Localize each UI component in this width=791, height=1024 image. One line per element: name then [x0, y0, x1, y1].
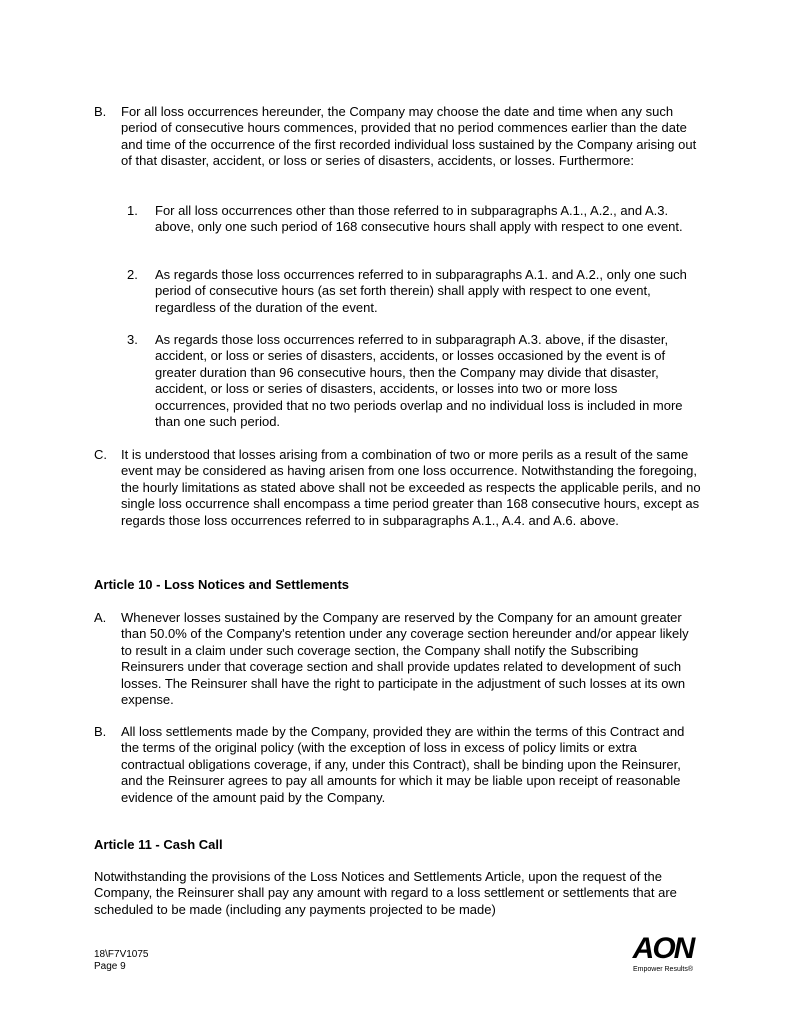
- subparagraph-text: As regards those loss occurrences referred to in subparagraph A.3. above, if the disaster, accident, or loss or series of disasters, accidents, or losses occasioned by the event is of greater duration than 96 consecutive hours, then the Company may divide that disaster, accident, or loss or series of disasters, accidents, or losses into two or more loss occurrences, provided that no two periods overlap and no individual loss is included in more than one such period.: [155, 332, 683, 430]
- paragraph-label: A.: [94, 610, 107, 625]
- paragraph-label: B.: [94, 104, 107, 119]
- subparagraph-text: As regards those loss occurrences referred to in subparagraphs A.1. and A.2., only one such period of consecutive hours (as set forth therein) shall apply with respect to one event, regardless of the duration of the event.: [155, 267, 687, 315]
- svg-text:AON: AON: [632, 932, 694, 965]
- article-11-heading: Article 11 - Cash Call: [94, 837, 223, 852]
- paragraph-text: For all loss occurrences hereunder, the Company may choose the date and time when any such period of consecutive hours commences, provided that no period commences earlier than the date and time of the occurrence of the first recorded individual loss sustained by the Company arising out of that disaster, accident, or loss or series of disasters, accidents, or losses. Furthermore:: [121, 104, 697, 169]
- page-footer: [94, 949, 149, 973]
- article-10-heading: Article 10 - Loss Notices and Settlements: [94, 577, 350, 592]
- subparagraph-label: 2.: [127, 267, 138, 282]
- paragraph-text: It is understood that losses arising from a combination of two or more perils as a result of the same event may be considered as having arisen from one loss occurrence. Notwithstanding the foregoing, the hourly limitations as stated above shall not be exceeded as respects the applicable perils, and no single loss occurrence shall encompass a time period greater than 168 consecutive hours, except as regards those loss occurrences referred to in subparagraphs A.1., A.4. and A.6. above.: [121, 447, 701, 528]
- document-id: 18\F7V1075: [94, 949, 149, 960]
- paragraph-text: All loss settlements made by the Company, provided they are within the terms of this Contract and the terms of the original policy (with the exception of loss in excess of policy limits or extra contractual obligations coverage, if any, under this Contract), shall be binding upon the Reinsurer, and the Reinsurer agrees to pay all amounts for which it may be liable upon receipt of reasonable evidence of the amount paid by the Company.: [121, 724, 685, 805]
- svg-text:Empower Results®: Empower Results®: [632, 966, 694, 973]
- paragraph-label: B.: [94, 724, 107, 739]
- subparagraph-label: 3.: [127, 332, 138, 347]
- page-number: Page 9: [94, 961, 126, 972]
- paragraph-text: Whenever losses sustained by the Company are reserved by the Company for an amount greater than 50.0% of the Company's retention under any coverage section hereunder and/or appear likely to result in a claim under such coverage section, the Company shall notify the Subscribing Reinsurers under that coverage section and shall provide updates related to development of such losses. The Reinsurer shall have the right to participate in the adjustment of such losses at its own expense.: [121, 610, 689, 708]
- subparagraph-label: 1.: [127, 203, 138, 218]
- article-11-text: Notwithstanding the provisions of the Loss Notices and Settlements Article, upon the request of the Company, the Reinsurer shall pay any amount with regard to a loss settlement or settlements that are scheduled to be made (including any payments projected to be made): [94, 869, 677, 917]
- aon-logo: [628, 928, 698, 974]
- paragraph-label: C.: [94, 447, 107, 462]
- subparagraph-text: For all loss occurrences other than those referred to in subparagraphs A.1., A.2., and A.3. above, only one such period of 168 consecutive hours shall apply with respect to one event.: [155, 203, 683, 235]
